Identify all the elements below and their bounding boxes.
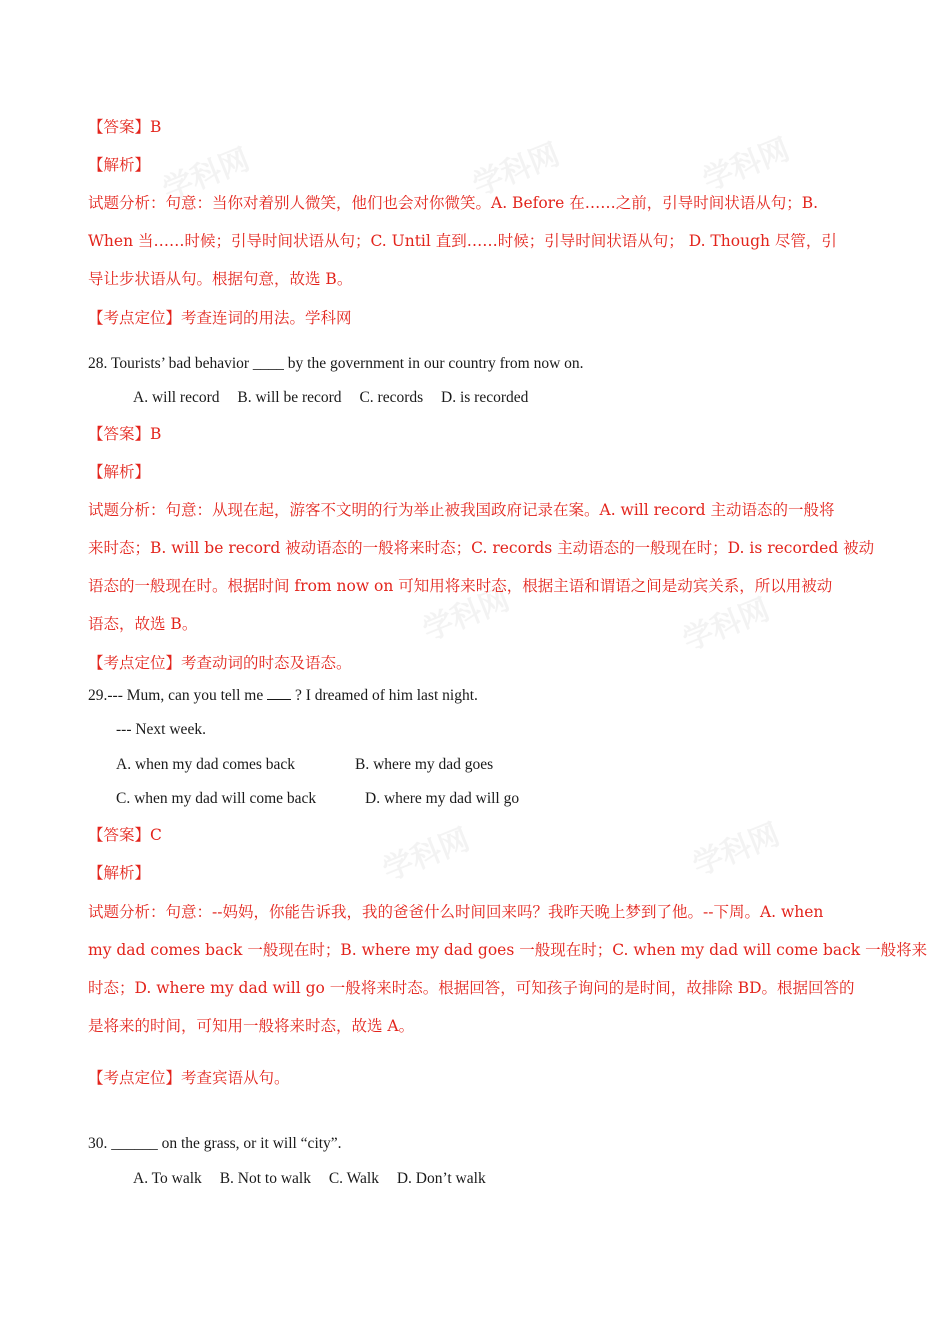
analysis-text: 语态，故选 B。 <box>88 615 198 633</box>
knowledge-point: 【考点定位】考查宾语从句。 <box>88 1069 290 1087</box>
analysis-text: 是将来的时间，可知用一般将来时态，故选 A。 <box>88 1017 415 1035</box>
watermark: 学科网 <box>688 817 785 884</box>
option-b: B. Not to walk <box>219 1170 311 1187</box>
option-a: A. when my dad comes back <box>116 756 296 773</box>
options-row <box>133 1170 500 1188</box>
option-d: D. where my dad will go <box>365 790 520 807</box>
watermark: 学科网 <box>158 142 255 209</box>
option-d: D. is recorded <box>441 389 529 406</box>
analysis-text: 来时态；B. will be record 被动语态的一般将来时态；C. records 主动语态的一般现在时；D. is recorded 被动 <box>88 539 875 557</box>
option-c: C. Walk <box>328 1170 379 1187</box>
answer-label: 【答案】B <box>88 425 162 443</box>
dialogue-reply: --- Next week. <box>116 721 206 738</box>
analysis-label: 【解析】 <box>88 864 151 882</box>
knowledge-point: 【考点定位】考查动词的时态及语态。 <box>88 654 352 672</box>
option-b: B. where my dad goes <box>355 756 494 773</box>
answer-label: 【答案】B <box>88 118 162 136</box>
question-stem: 28. Tourists’ bad behavior ____ by the government in our country from now on. <box>88 355 584 372</box>
analysis-text: When 当……时候；引导时间状语从句；C. Until 直到……时候；引导时间状语从句； D. Though 尽管，引 <box>88 232 837 250</box>
analysis-label: 【解析】 <box>88 156 151 174</box>
option-a: A. To walk <box>133 1170 202 1187</box>
answer-blank <box>267 687 291 700</box>
analysis-text: 试题分析：句意：从现在起，游客不文明的行为举止被我国政府记录在案。A. will record 主动语态的一般将 <box>88 501 835 519</box>
analysis-text: 试题分析：句意：当你对着别人微笑，他们也会对你微笑。A. Before 在……之前，引导时间状语从句；B. <box>88 194 819 212</box>
watermark: 学科网 <box>678 592 775 659</box>
option-b: B. will be record <box>237 389 342 406</box>
analysis-text: 时态；D. where my dad will go 一般将来时态。根据回答，可知孩子询问的是时间，故排除 BD。根据回答的 <box>88 979 855 997</box>
question-stem <box>88 687 478 705</box>
watermark: 学科网 <box>468 137 565 204</box>
watermark: 学科网 <box>418 582 515 649</box>
option-d: D. Don’t walk <box>396 1170 486 1187</box>
watermark: 学科网 <box>378 822 475 889</box>
question-stem: 30. ______ on the grass, or it will “city”. <box>88 1135 342 1152</box>
stem-end: ? I dreamed of him last night. <box>291 687 478 704</box>
option-c: C. records <box>359 389 424 406</box>
stem-start: 29.--- Mum, can you tell me <box>88 687 268 704</box>
analysis-text: 试题分析：句意：--妈妈，你能告诉我，我的爸爸什么时间回来吗？我昨天晚上梦到了他。--下周。A. when <box>88 903 824 921</box>
watermark: 学科网 <box>698 132 795 199</box>
options-row <box>133 389 542 407</box>
analysis-text: 导让步状语从句。根据句意，故选 B。 <box>88 270 353 288</box>
option-a: A. will record <box>133 389 220 406</box>
analysis-text: 语态的一般现在时。根据时间 from now on 可知用将来时态，根据主语和谓语之间是动宾关系，所以用被动 <box>88 577 833 595</box>
analysis-label: 【解析】 <box>88 463 151 481</box>
analysis-text: my dad comes back 一般现在时；B. where my dad goes 一般现在时；C. when my dad will come back 一般将来 <box>88 941 928 959</box>
answer-label: 【答案】C <box>88 826 162 844</box>
knowledge-point: 【考点定位】考查连词的用法。学科网 <box>88 309 352 327</box>
option-c: C. when my dad will come back <box>116 790 317 807</box>
